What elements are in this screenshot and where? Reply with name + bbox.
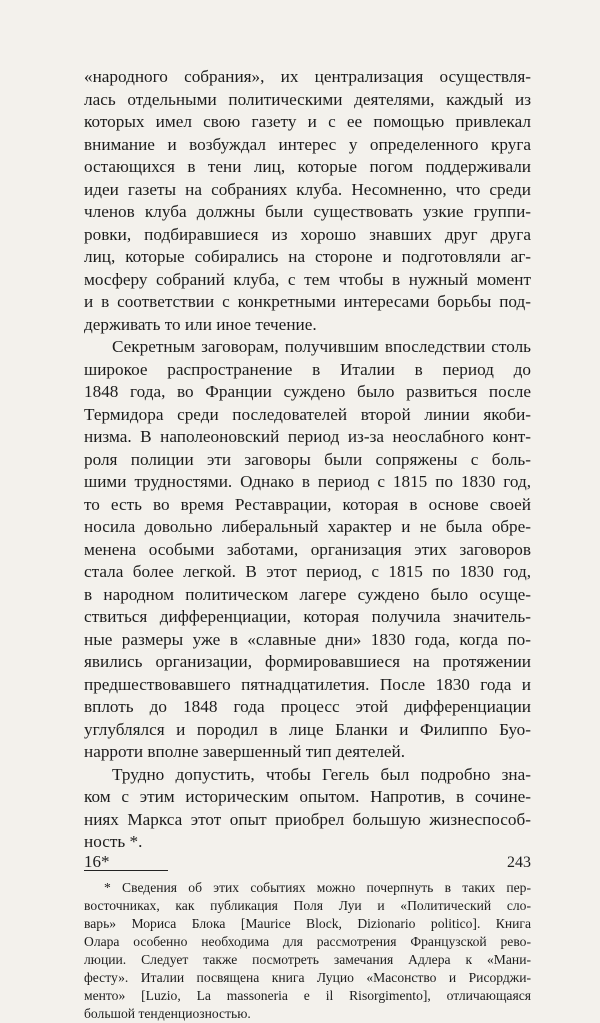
text-line: и в соответствии с конкретными интересами борьбы под- <box>84 292 531 311</box>
text-line: широкое распространение в Италии в период до <box>84 359 531 379</box>
text-line: Термидора среди последователей второй линии якоби- <box>84 404 531 424</box>
footnote-line: варь» Мориса Блока [Maurice Block, Dizionario politico]. Книга <box>84 915 531 931</box>
text-line: идеи газеты на собраниях клуба. Несомненно, что среди <box>84 179 531 199</box>
text-line: членов клуба должны были существовать узкие группи- <box>84 202 531 221</box>
text-line: внимание и возбуждал интерес у определенного круга <box>84 134 531 154</box>
paragraph-1 <box>84 66 531 336</box>
text-line: ровки, подбиравшиеся из хорошо знавших друг друга <box>84 224 531 244</box>
footnote-line: Олара особенно необходима для рассмотрения Французской рево- <box>84 933 531 949</box>
paragraph-3 <box>84 764 531 854</box>
text-line: 1848 года, во Франции суждено было развиться после <box>84 382 531 401</box>
text-line: ность *. <box>84 832 143 851</box>
text-line: лась отдельными политическими деятелями, каждый из <box>84 89 531 109</box>
text-line: стала более легкой. В этот период, с 1815 по 1830 год, <box>84 562 531 581</box>
text-line: ком с этим историческим опытом. Напротив, в сочине- <box>84 787 531 806</box>
text-line: остающихся в тени лиц, которые погом поддерживали <box>84 157 531 176</box>
text-line: предшествовавшего пятнадцатилетия. После 1830 года и <box>84 674 531 694</box>
footnote-line: * Сведения об этих событиях можно почерпнуть в таких пер- <box>104 879 531 895</box>
text-line: явились организации, формировавшиеся на протяжении <box>84 652 531 671</box>
page-text <box>84 66 531 1023</box>
text-line: вплоть до 1848 года процесс этой дифференциации <box>84 697 531 716</box>
text-line: ствиться дифференциации, которая получила значитель- <box>84 607 531 626</box>
page-number: 243 <box>507 854 531 871</box>
text-line: то есть во время Реставрации, которая в основе своей <box>84 494 531 514</box>
text-line: носила довольно либеральный характер и не была обре- <box>84 517 531 536</box>
text-line: держивать то или иное течение. <box>84 314 317 334</box>
page-footer <box>84 852 531 874</box>
text-line: роля полиции эти заговоры были сопряжены с боль- <box>84 449 531 469</box>
text-line: мосферу собраний клуба, с тем чтобы в нужный момент <box>84 269 531 289</box>
signature-mark: 16* <box>84 852 110 871</box>
footnote-line: большой тенденциозностью. <box>84 1005 251 1021</box>
footnote-line: люции. Следует также посмотреть замечания Адлера к «Мани- <box>84 951 531 967</box>
text-line: нарроти вполне завершенный тип деятелей. <box>84 742 406 761</box>
text-line: Трудно допустить, чтобы Гегель был подробно зна- <box>112 764 531 784</box>
footnote-line: менто» [Luzio, La massoneria e il Risorgimento], отличающаяся <box>84 987 531 1003</box>
text-line: шими трудностями. Однако в период с 1815 по 1830 год, <box>84 472 531 491</box>
text-line: ниях Маркса этот опыт приобрел большую жизнеспособ- <box>84 809 531 829</box>
paragraph-2 <box>84 336 531 764</box>
text-line: Секретным заговорам, получившим впоследствии столь <box>112 337 531 356</box>
text-line: «народного собрания», их централизация осуществля- <box>84 67 531 86</box>
footnote <box>84 879 531 1023</box>
text-line: ные размеры уже в «славные дни» 1830 года, когда по- <box>84 629 531 649</box>
text-line: которых имел свою газету и с ее помощью привлекал <box>84 112 531 131</box>
text-line: менена особыми заботами, организация этих заговоров <box>84 539 531 559</box>
text-line: лиц, которые собирались на стороне и подготовляли аг- <box>84 247 531 266</box>
text-line: в народном политическом лагере суждено было осуще- <box>84 584 531 604</box>
footnote-line: восточниках, как публикация Поля Луи и «Политический сло- <box>84 897 531 913</box>
text-line: углублялся и породил в лице Бланки и Филиппо Буо- <box>84 719 531 739</box>
footnote-line: фесту». Италии посвящена книга Луцио «Масонство и Рисорджи- <box>84 969 531 985</box>
text-line: низма. В наполеоновский период из-за неослабного конт- <box>84 427 531 446</box>
